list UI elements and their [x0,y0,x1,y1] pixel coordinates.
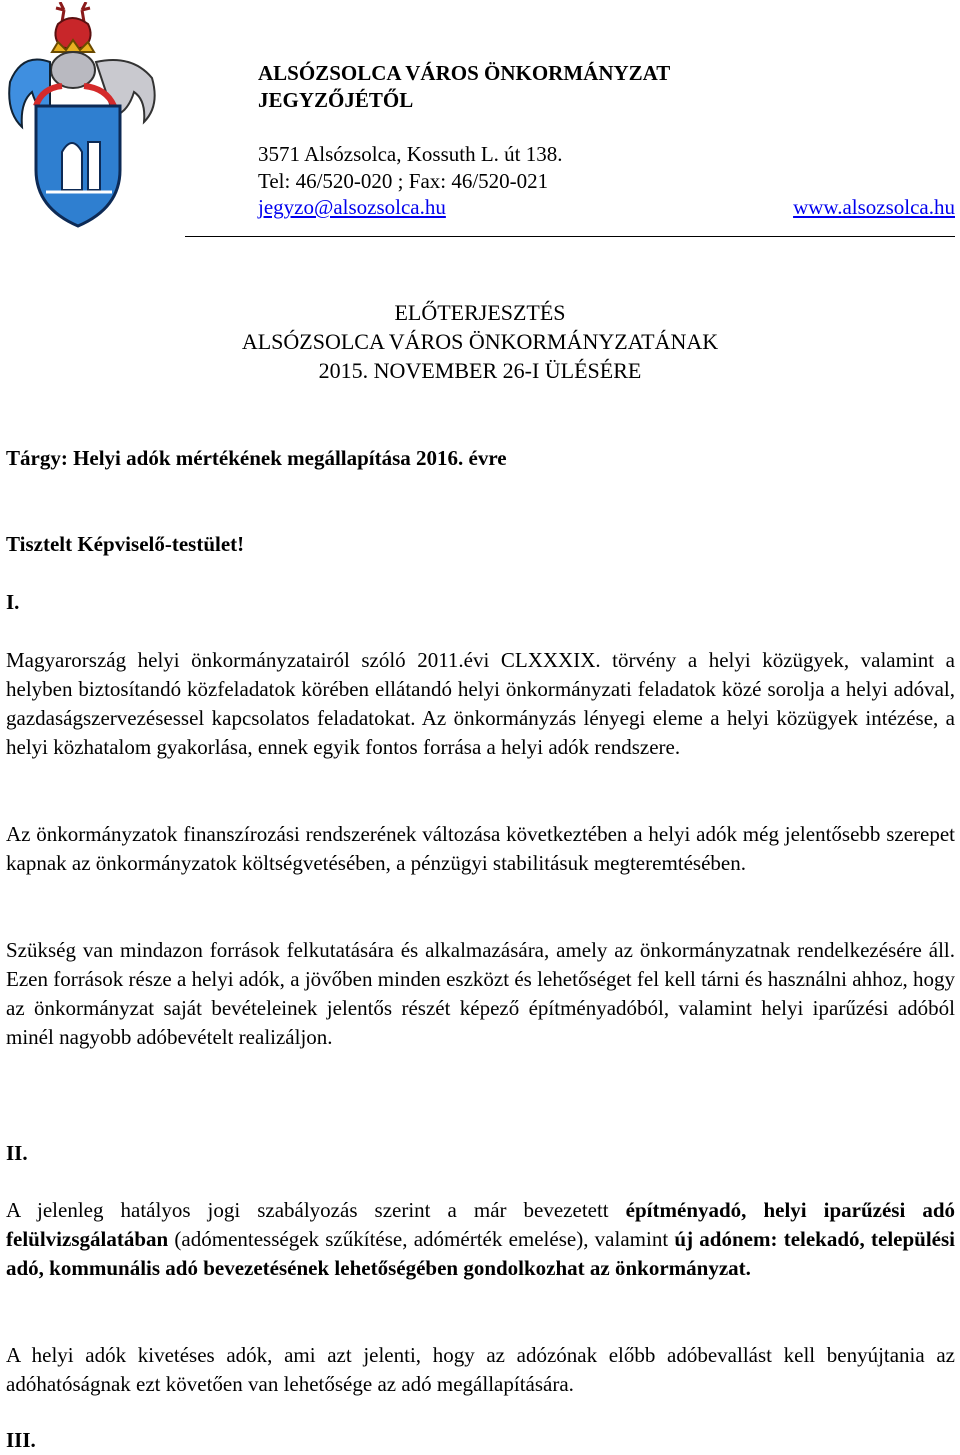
section-2-paragraph-2: A helyi adók kivetéses adók, ami azt jelenti, hogy az adózónak előbb adóbevallást kell benyújtania az adóhatóságnak ezt követően van lehetősége az adó megállapítására. [6,1343,955,1396]
postal-address: 3571 Alsózsolca, Kossuth L. út 138. [258,142,563,166]
phone-fax: Tel: 46/520-020 ; Fax: 46/520-021 [258,169,549,193]
website-link[interactable]: www.alsozsolca.hu [793,195,955,219]
section-1-paragraph-1: Magyarország helyi önkormányzatairól szóló 2011.évi CLXXXIX. törvény a helyi közügyek, valamint a helyben biztosítandó közfeladatok körében ellátandó helyi önkormányzati feladatok közé sorolja a helyi adóval, gazdaságszervezésessel kapcsolatos feladatokat. Az önkormányzás lényegi eleme a helyi közügyek intézése, a helyi közhatalom gyakorlása, ennek egyik fontos forrása a helyi adók rendszere. [6,648,955,759]
subject-line: Tárgy: Helyi adók mértékének megállapítása 2016. évre [6,446,507,470]
section-1-paragraph-2: Az önkormányzatok finanszírozási rendszerének változása következtében a helyi adók még jelentősebb szerepet kapnak az önkormányzatok költségvetésében, a pénzügyi stabilitásuk megteremtésében. [6,822,955,875]
paragraph-text: A jelenleg hatályos jogi szabályozás szerint a már bevezetett [6,1198,626,1222]
section-3-heading: III. [6,1428,36,1452]
section-2-heading: II. [6,1141,28,1165]
paragraph-text: (adómentességek szűkítése, adómérték emelése), valamint [168,1227,675,1251]
paragraph-emphasis: építményadó, helyi iparűzési adó felülvizsgálatában [6,1198,955,1251]
issuer-name: ALSÓZSOLCA VÁROS ÖNKORMÁNYZAT [258,61,671,85]
paragraph-emphasis: új adónem: telekadó, települési adó, kommunális adó bevezetésének lehetőségében gondolkozhat az önkormányzat. [6,1227,956,1280]
coat-of-arms-icon [2,2,164,230]
issuer-block [258,60,670,114]
title-line-2: ALSÓZSOLCA VÁROS ÖNKORMÁNYZATÁNAK [241,329,719,354]
section-2-paragraph-1 [6,1196,955,1283]
contact-block [258,141,563,195]
title-line-1: ELŐTERJESZTÉS [394,300,566,325]
email-link[interactable]: jegyzo@alsozsolca.hu [258,195,446,219]
document-title [0,298,960,385]
section-1-paragraph-3: Szükség van mindazon források felkutatására és alkalmazására, amely az önkormányzatnak rendelkezésére áll. Ezen források része a helyi adók, a jövőben minden eszközt és lehetőséget fel kell tárni és használni ahhoz, hogy az önkormányzat saját bevételeinek jelentős részét képező építményadóból, valamint helyi iparűzési adóból minél nagyobb adóbevételt realizáljon. [6,938,955,1049]
header-divider [185,236,955,237]
issuer-office: JEGYZŐJÉTŐL [258,88,414,112]
salutation: Tisztelt Képviselő-testület! [6,532,245,556]
title-line-3: 2015. NOVEMBER 26-I ÜLÉSÉRE [318,358,642,383]
section-1-heading: I. [6,590,20,614]
